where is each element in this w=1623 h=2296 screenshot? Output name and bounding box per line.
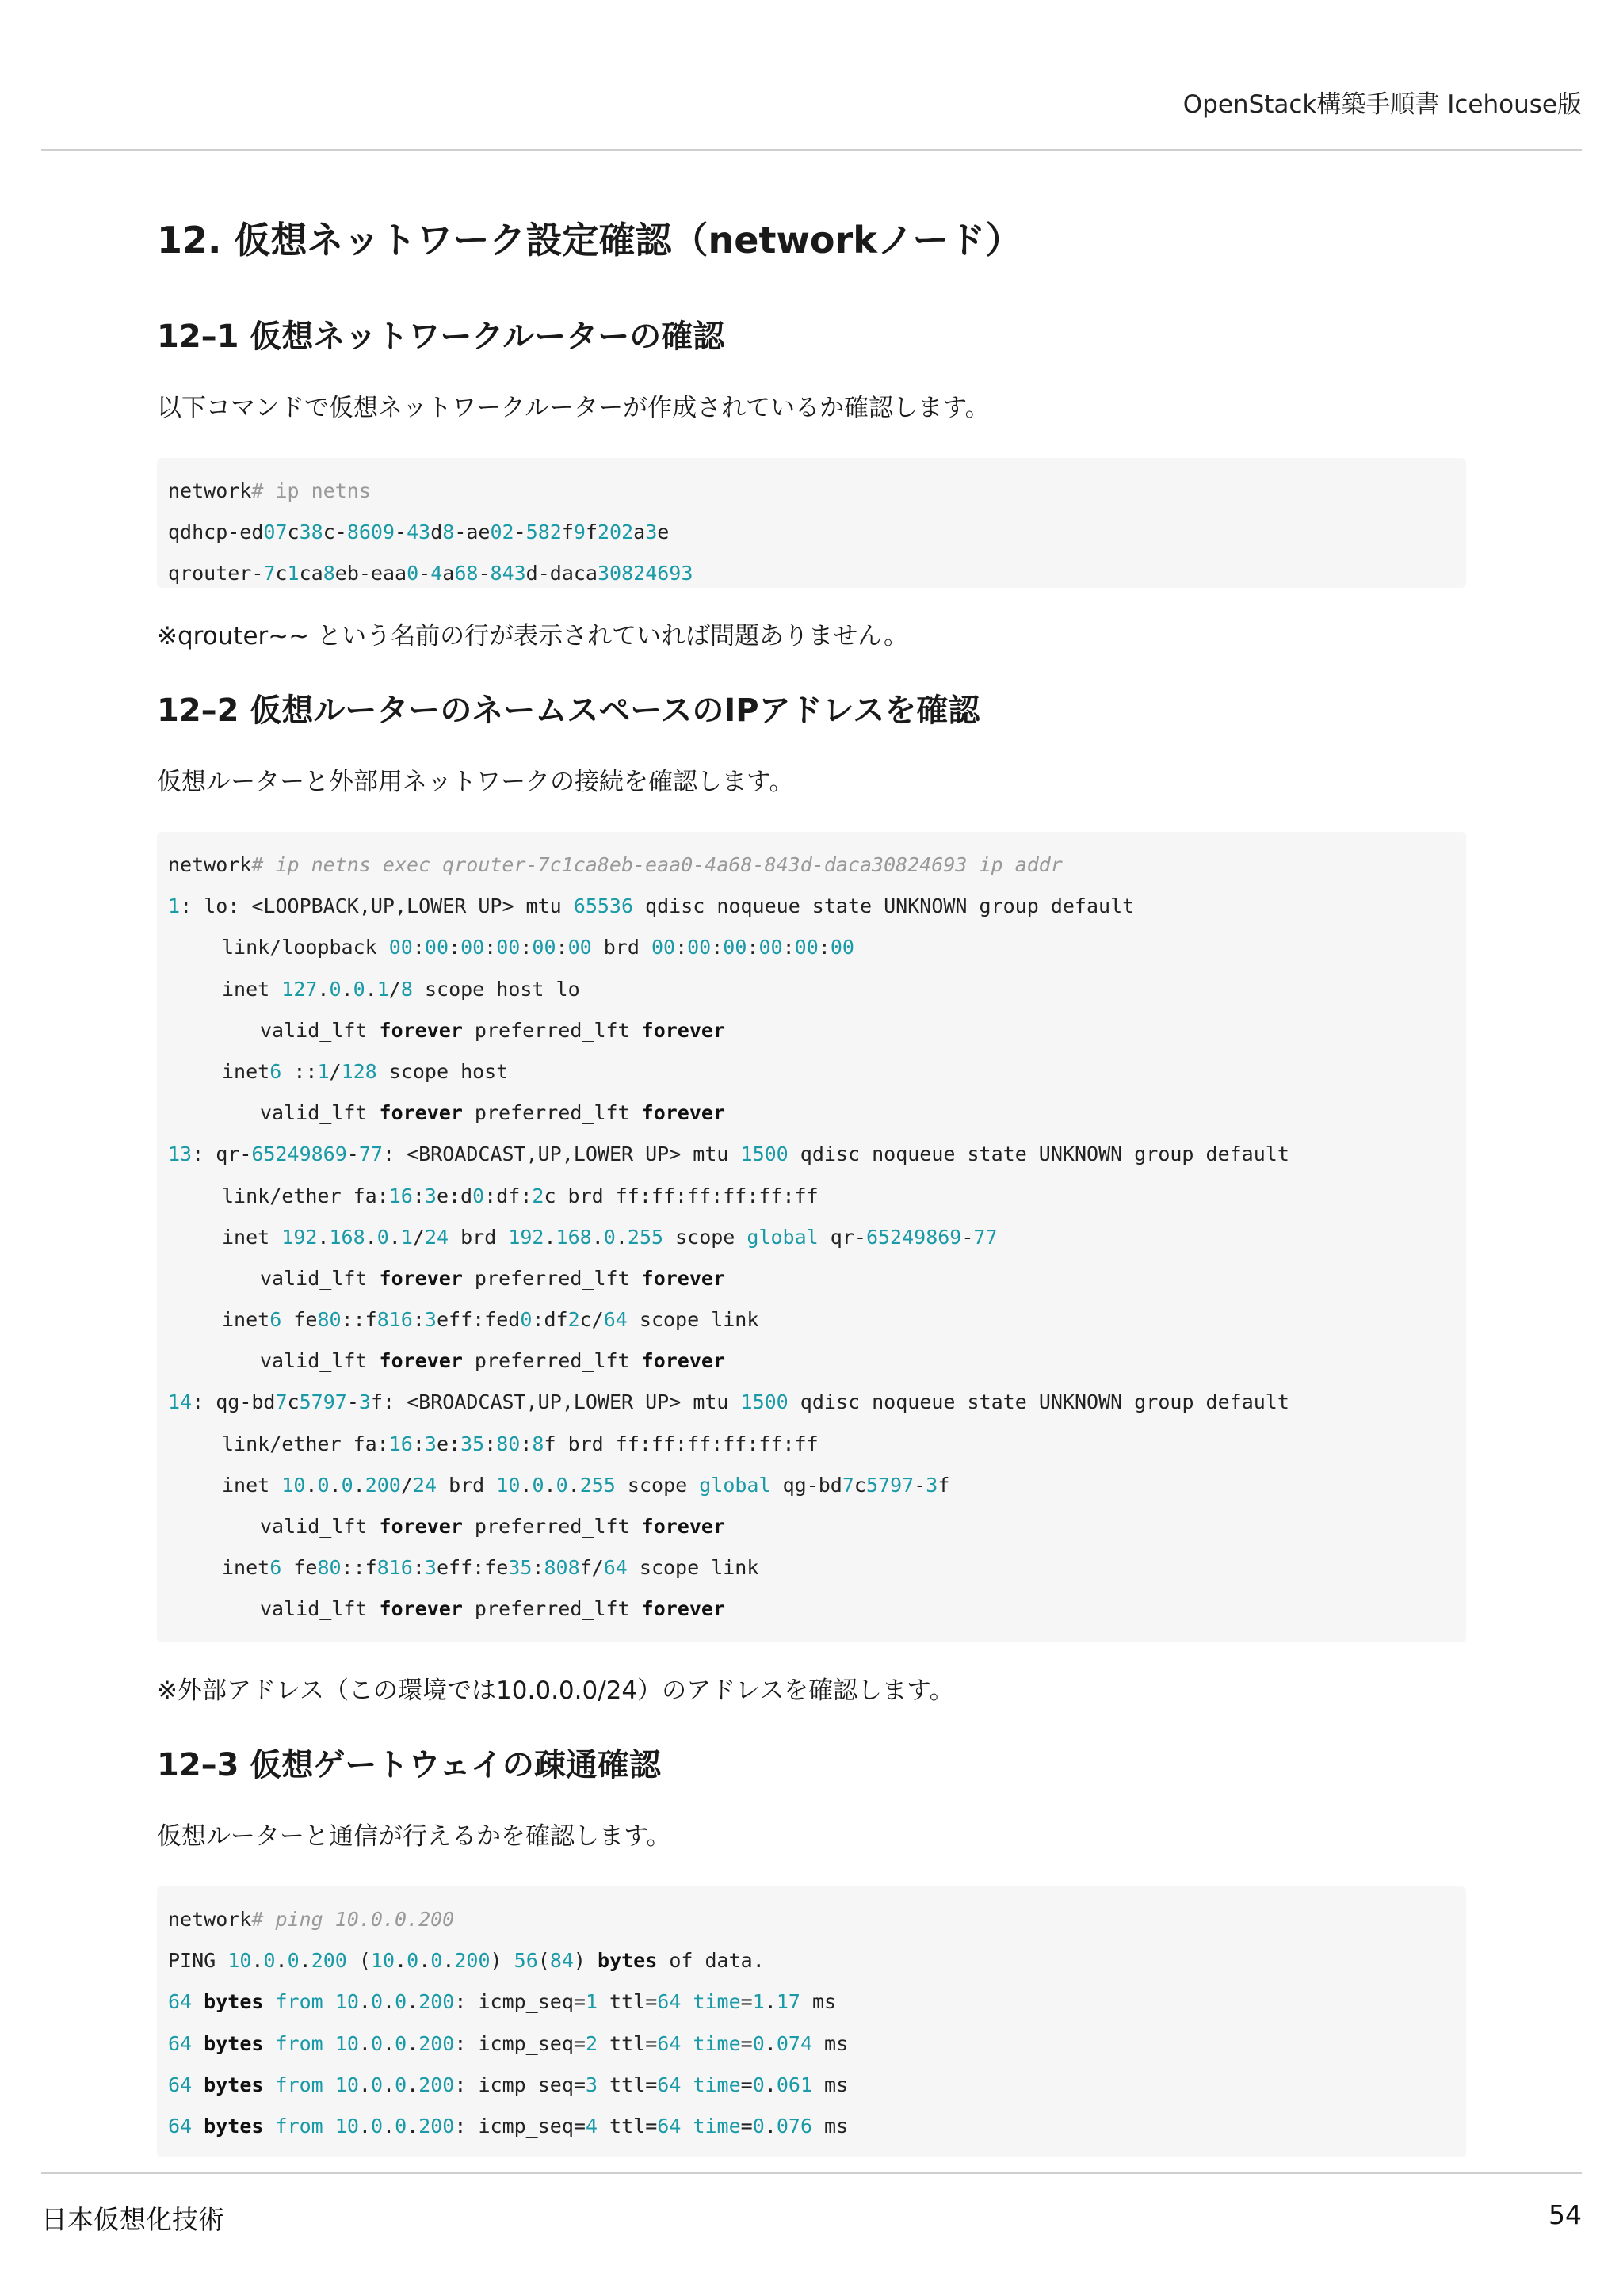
code-line: 64 bytes from 10.0.0.200: icmp_seq=4 ttl=64 time=0.076 ms: [168, 2114, 849, 2138]
header-divider: [41, 149, 1582, 151]
code-block: [157, 832, 1466, 1642]
code-line: valid_lft forever preferred_lft forever: [260, 1515, 726, 1538]
code-line: 64 bytes from 10.0.0.200: icmp_seq=2 ttl=64 time=0.074 ms: [168, 2031, 849, 2055]
section-title: 12–1 仮想ネットワークルーターの確認: [157, 318, 725, 355]
footer-company: 日本仮想化技術: [41, 2204, 224, 2235]
footer-divider: [41, 2172, 1582, 2174]
code-line: inet 127.0.0.1/8 scope host lo: [222, 977, 580, 1001]
code-line: link/ether fa:16:3e:d0:df:2c brd ff:ff:ff:ff:ff:ff: [222, 1184, 819, 1207]
section-title: 12–2 仮想ルーターのネームスペースのIPアドレスを確認: [157, 692, 980, 729]
code-line: 64 bytes from 10.0.0.200: icmp_seq=3 ttl=64 time=0.061 ms: [168, 2073, 849, 2096]
code-line: 14: qg-bd7c5797-3f: <BROADCAST,UP,LOWER_UP> mtu 1500 qdisc noqueue state UNKNOWN group default: [168, 1390, 1289, 1414]
code-line: link/loopback 00:00:00:00:00:00 brd 00:00:00:00:00:00: [222, 936, 854, 959]
code-line: valid_lft forever preferred_lft forever: [260, 1266, 726, 1290]
code-line: valid_lft forever preferred_lft forever: [260, 1349, 726, 1373]
code-line: network# ping 10.0.0.200: [168, 1908, 455, 1931]
code-line: 13: qr-65249869-77: <BROADCAST,UP,LOWER_UP> mtu 1500 qdisc noqueue state UNKNOWN group default: [168, 1142, 1289, 1166]
running-header: OpenStack構築手順書 Icehouse版: [1182, 90, 1582, 119]
code-line: 64 bytes from 10.0.0.200: icmp_seq=1 ttl=64 time=1.17 ms: [168, 1990, 837, 2014]
code-line: PING 10.0.0.200 (10.0.0.200) 56(84) bytes of data.: [168, 1949, 765, 1973]
code-line: qdhcp-ed07c38c-8609-43d8-ae02-582f9f202a3e: [168, 521, 670, 544]
code-line: inet6 fe80::f816:3eff:fe35:808f/64 scope link: [222, 1556, 759, 1580]
code-line: inet 192.168.0.1/24 brd 192.168.0.255 scope global qr-65249869-77: [222, 1225, 998, 1249]
code-block: [157, 458, 1466, 588]
code-line: inet6 ::1/128 scope host: [222, 1059, 509, 1083]
code-block: [157, 1886, 1466, 2157]
code-line: link/ether fa:16:3e:35:80:8f brd ff:ff:ff:ff:ff:ff: [222, 1432, 819, 1455]
code-line: inet 10.0.0.200/24 brd 10.0.0.255 scope global qg-bd7c5797-3f: [222, 1473, 950, 1497]
section-note: ※外部アドレス（この環境では10.0.0.0/24）のアドレスを確認します。: [157, 1676, 954, 1705]
code-line: valid_lft forever preferred_lft forever: [260, 1018, 726, 1042]
code-line: network# ip netns exec qrouter-7c1ca8eb-eaa0-4a68-843d-daca30824693 ip addr: [168, 853, 1063, 876]
chapter-title: 12. 仮想ネットワーク設定確認（networkノード）: [157, 219, 1022, 261]
code-line: network# ip netns: [168, 479, 371, 502]
section-note: ※qrouter~~ という名前の行が表示されていれば問題ありません。: [157, 622, 908, 650]
code-line: 1: lo: <LOOPBACK,UP,LOWER_UP> mtu 65536 qdisc noqueue state UNKNOWN group default: [168, 894, 1135, 918]
section-intro: 仮想ルーターと外部用ネットワークの接続を確認します。: [157, 768, 794, 796]
code-line: qrouter-7c1ca8eb-eaa0-4a68-843d-daca30824693: [168, 562, 693, 585]
section-intro: 以下コマンドで仮想ネットワークルーターが作成されているか確認します。: [157, 394, 990, 422]
section-intro: 仮想ルーターと通信が行えるかを確認します。: [157, 1822, 671, 1851]
code-line: inet6 fe80::f816:3eff:fed0:df2c/64 scope link: [222, 1308, 759, 1332]
code-line: valid_lft forever preferred_lft forever: [260, 1101, 726, 1125]
code-line: valid_lft forever preferred_lft forever: [260, 1597, 726, 1621]
page-number: 54: [1549, 2199, 1582, 2230]
section-title: 12–3 仮想ゲートウェイの疎通確認: [157, 1747, 661, 1783]
page-content: [157, 214, 1466, 2157]
